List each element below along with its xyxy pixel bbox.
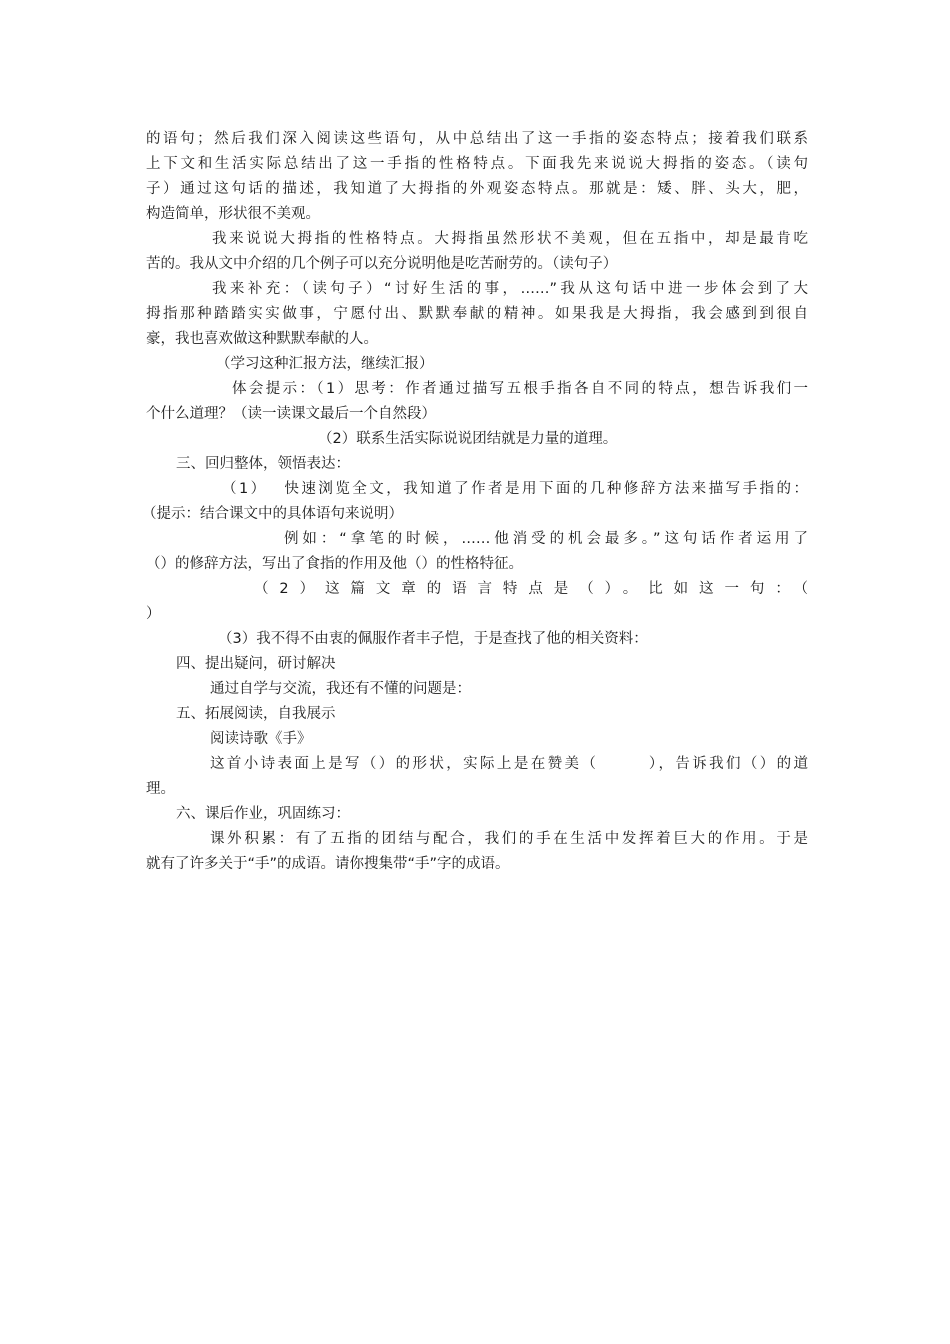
paragraph-line: 个什么道理？（读一读课文最后一个自然段） (146, 406, 436, 422)
paragraph-line: （3）我不得不由衷的佩服作者丰子恺，于是查找了他的相关资料： (218, 631, 648, 647)
paragraph-line: （2）联系生活实际说说团结就是力量的道理。 (318, 431, 618, 447)
section-heading: 四、提出疑问，研讨解决 (176, 656, 336, 672)
paragraph-line: 通过自学与交流，我还有不懂的问题是： (210, 681, 471, 697)
paragraph-line: 这首小诗表面上是写（）的形状，实际上是在赞美（ ），告诉我们（）的道 (210, 756, 808, 772)
paragraph-line: （学习这种汇报方法，继续汇报） (216, 356, 434, 372)
paragraph-line: （提示：结合课文中的具体语句来说明） (142, 506, 403, 522)
paragraph-line: 我来补充：（读句子）“讨好生活的事，……”我从这句话中进一步体会到了大 (212, 281, 808, 297)
paragraph-line: 拇指那种踏踏实实做事，宁愿付出、默默奉献的精神。如果我是大拇指，我会感到到很自 (146, 306, 808, 322)
paragraph-line: 例如：“拿笔的时候，……他消受的机会最多。”这句话作者运用了 (284, 531, 808, 547)
section-heading: 三、回归整体，领悟表达： (176, 456, 350, 472)
paragraph-line: 课外积累：有了五指的团结与配合，我们的手在生活中发挥着巨大的作用。于是 (210, 831, 808, 847)
paragraph-line: 理。 (146, 781, 175, 797)
paragraph-line: 苦的。我从文中介绍的几个例子可以充分说明他是吃苦耐劳的。（读句子） (146, 256, 618, 272)
paragraph-line: 体会提示：（1）思考：作者通过描写五根手指各自不同的特点，想告诉我们一 (232, 381, 808, 397)
paragraph-line: 上下文和生活实际总结出了这一手指的性格特点。下面我先来说说大拇指的姿态。（读句 (146, 156, 808, 172)
paragraph-line: 就有了许多关于“手”的成语。请你搜集带“手”字的成语。 (146, 856, 510, 872)
paragraph-line: 豪，我也喜欢做这种默默奉献的人。 (146, 331, 378, 347)
section-heading: 五、拓展阅读，自我展示 (176, 706, 336, 722)
paragraph-line: ） (146, 606, 161, 622)
paragraph-line: 的语句；然后我们深入阅读这些语句，从中总结出了这一手指的姿态特点；接着我们联系 (146, 131, 808, 147)
paragraph-line: 阅读诗歌《手》 (210, 731, 312, 747)
section-heading: 六、课后作业，巩固练习： (176, 806, 350, 822)
paragraph-line: （2）这篇文章的语言特点是（）。比如这一句：（ (254, 581, 808, 597)
paragraph-line: （）的修辞方法，写出了食指的作用及他（）的性格特征。 (146, 556, 523, 572)
paragraph-line: （1） 快速浏览全文，我知道了作者是用下面的几种修辞方法来描写手指的： (222, 481, 808, 497)
paragraph-line: 构造简单，形状很不美观。 (146, 206, 320, 222)
paragraph-line: 子）通过这句话的描述，我知道了大拇指的外观姿态特点。那就是：矮、胖、头大，肥， (146, 181, 808, 197)
paragraph-line: 我来说说大拇指的性格特点。大拇指虽然形状不美观，但在五指中，却是最肯吃 (212, 231, 808, 247)
